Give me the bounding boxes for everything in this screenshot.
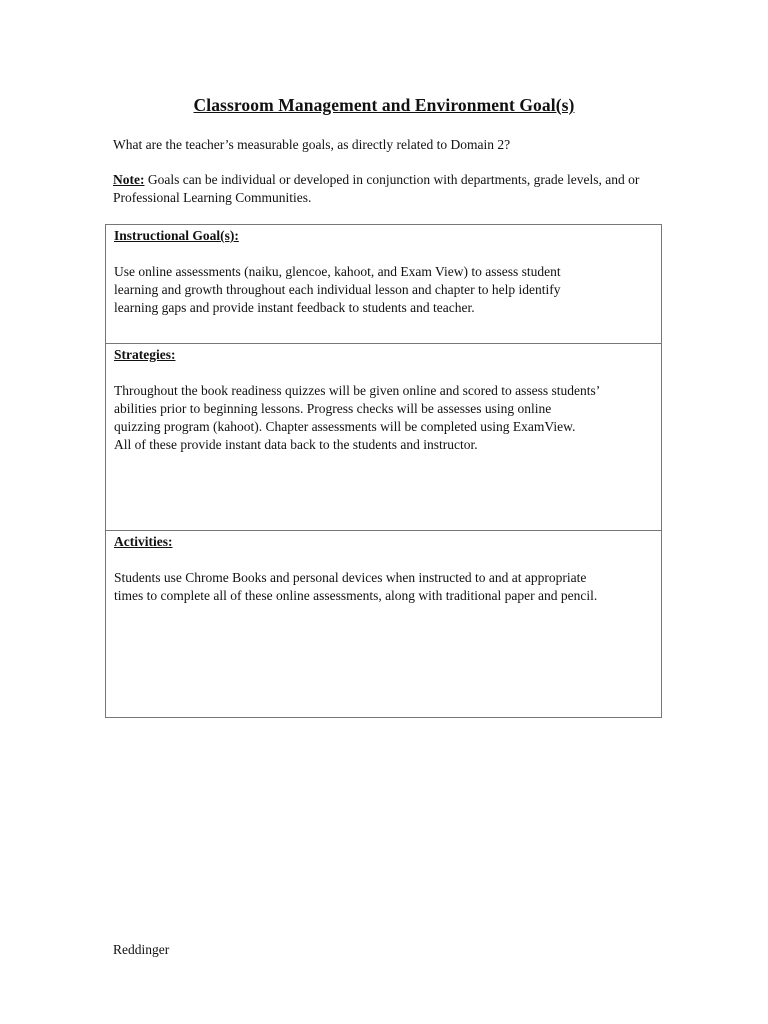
goals-table [105, 224, 662, 718]
strategies-cell [106, 344, 662, 531]
note-text: Goals can be individual or developed in conjunction with departments, grade levels, and or Professional Learning Communities. [113, 172, 640, 205]
activities-text: Students use Chrome Books and personal devices when instructed to and at appropriate times to complete all of these online assessments, along with traditional paper and pencil. [114, 570, 598, 603]
instructional-goals-text: Use online assessments (naiku, glencoe, kahoot, and Exam View) to assess student learning and growth throughout each individual lesson and chapter to help identify learning gaps and provide instant feedback to students and teacher. [114, 264, 561, 315]
note-paragraph [113, 171, 673, 207]
activities-cell [106, 531, 662, 718]
note-label: Note: [113, 172, 145, 187]
table-row-activities [106, 531, 662, 718]
activities-heading: Activities: [114, 534, 173, 549]
strategies-text: Throughout the book readiness quizzes will be given online and scored to assess students’ abilities prior to beginning lessons. Progress checks will be assesses using online quizzing program (kahoot). Chapter assessments will be completed using ExamView. All of these provide instant data back to the students and instructor. [114, 383, 601, 452]
strategies-heading: Strategies: [114, 347, 176, 362]
goal-question: What are the teacher’s measurable goals, as directly related to Domain 2? [113, 137, 511, 152]
instructional-goals-heading: Instructional Goal(s): [114, 228, 239, 243]
page-title: Classroom Management and Environment Goal(s) [193, 95, 575, 115]
table-row-strategies [106, 344, 662, 531]
footer-author: Reddinger [113, 942, 170, 957]
table-row-instructional-goals [106, 225, 662, 344]
instructional-goals-cell [106, 225, 662, 344]
